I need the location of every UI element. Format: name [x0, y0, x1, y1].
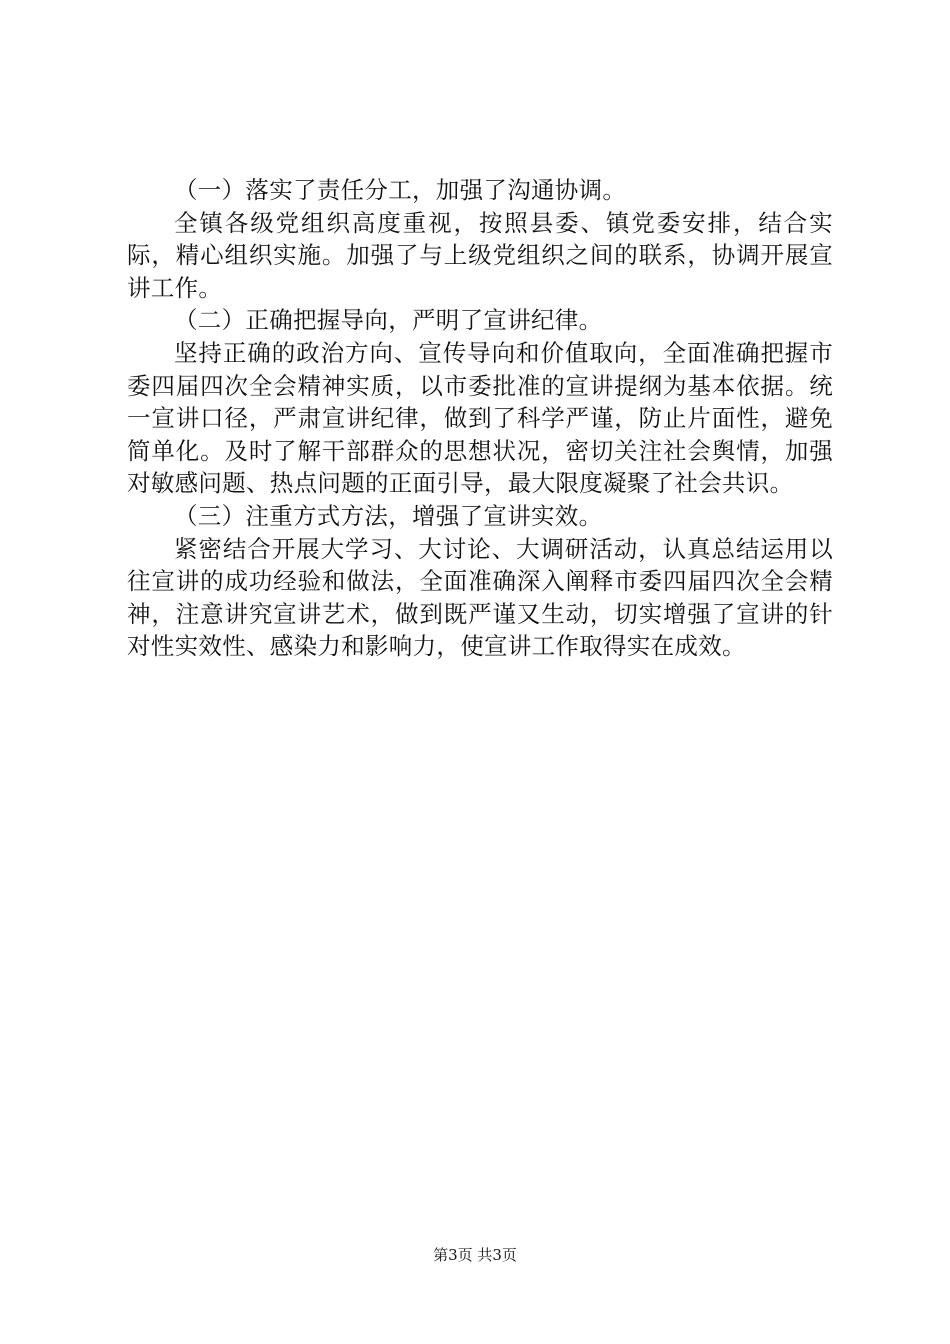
body-paragraph-3: 紧密结合开展大学习、大讨论、大调研活动，认真总结运用以往宣讲的成功经验和做法，全面准确深入阐释市委四届四次全会精神，注意讲究宣讲艺术，做到既严谨又生动，切实增强了宣讲的针对性实效性、感染力和影响力，使宣讲工作取得实在成效。 — [127, 534, 833, 661]
body-paragraph-1: 全镇各级党组织高度重视，按照县委、镇党委安排，结合实际，精心组织实施。加强了与上级党组织之间的联系，协调开展宣讲工作。 — [127, 208, 833, 302]
page-number-label: 第3页 共3页 — [433, 1246, 517, 1264]
body-paragraph-2: 坚持正确的政治方向、宣传导向和价值取向，全面准确把握市委四届四次全会精神实质，以市委批准的宣讲提纲为基本依据。统一宣讲口径，严肃宣讲纪律，做到了科学严谨，防止片面性，避免简单化。及时了解干部群众的思想状况，密切关注社会舆情，加强对敏感问题、热点问题的正面引导，最大限度凝聚了社会共识。 — [127, 338, 833, 498]
page-footer — [0, 1245, 950, 1265]
section-heading-1: （一）落实了责任分工，加强了沟通协调。 — [174, 176, 627, 204]
document-body — [127, 174, 833, 663]
section-heading-3: （三）注重方式方法，增强了宣讲实效。 — [174, 501, 603, 530]
section-heading-2: （二）正确把握导向，严明了宣讲纪律。 — [174, 306, 603, 335]
